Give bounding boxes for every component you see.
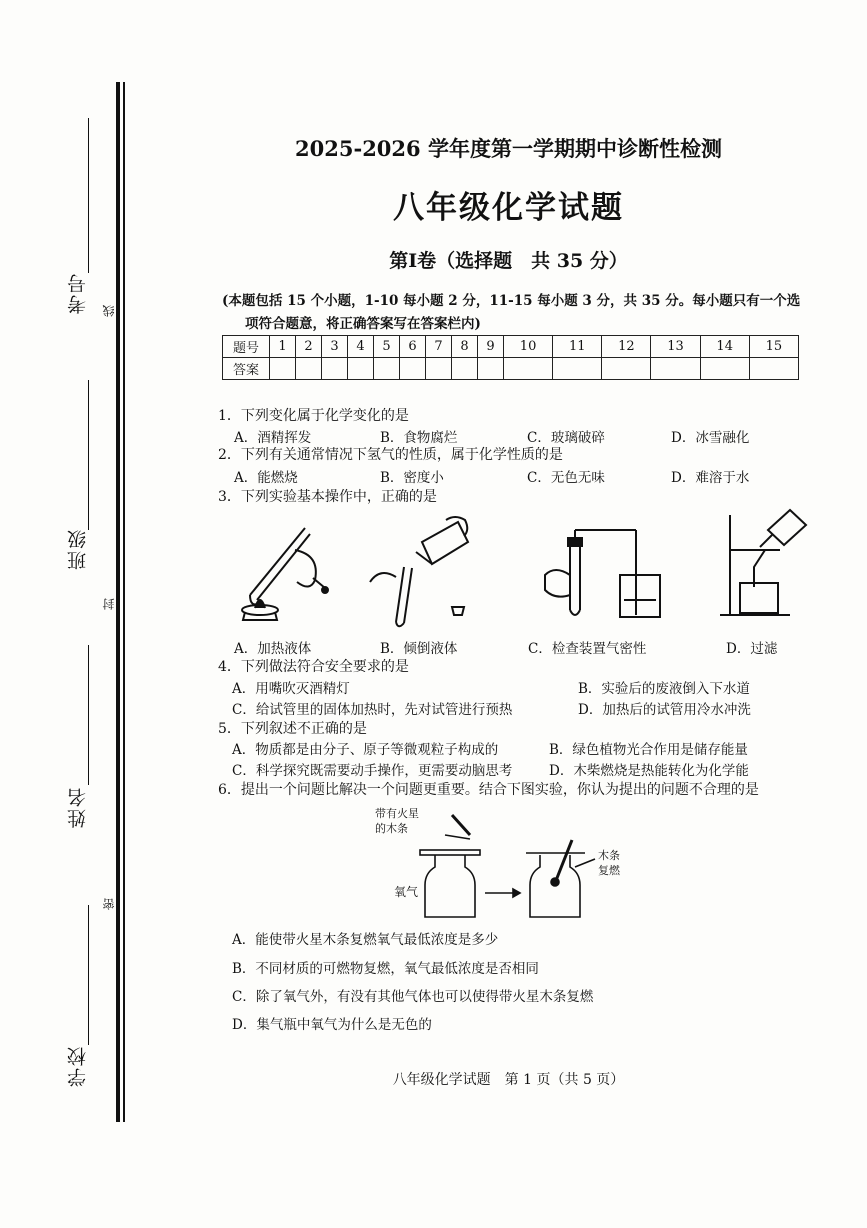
question-1-stem: 1．下列变化属于化学变化的是 [218,408,409,424]
answer-cell[interactable] [374,358,400,380]
question-number-cell: 9 [478,336,504,358]
answer-cell[interactable] [452,358,478,380]
exam-term-title: 2025-2026 学年度第一学期期中诊断性检测 [295,136,722,161]
question-number-cell: 1 [270,336,296,358]
label-xingming: 姓名 [67,786,89,828]
answer-cell[interactable] [400,358,426,380]
answer-cell[interactable] [602,358,651,380]
question-number-cell: 5 [374,336,400,358]
page-footer: 八年级化学试题 第 1 页（共 5 页） [392,1072,625,1088]
binding-line-thick [116,82,120,1122]
question-1-option-b: B．食物腐烂 [380,430,458,446]
label-xuexiao: 学校 [67,1045,89,1087]
question-number-cell: 3 [322,336,348,358]
question-3-option-a: A．加热液体 [234,641,312,657]
label-oxygen: 氧气 [394,885,419,899]
question-6-stem: 6．提出一个问题比解决一个问题更重要。结合下图实验，你认为提出的问题不合理的是 [218,782,759,798]
answer-table-number-row [223,336,799,358]
answer-cell[interactable] [478,358,504,380]
answer-cell[interactable] [322,358,348,380]
question-3-option-c: C．检查装置气密性 [528,641,647,657]
label-relight-1: 木条 [598,849,620,862]
question-number-cell: 14 [700,336,749,358]
answer-cell[interactable] [296,358,322,380]
answer-cell[interactable] [426,358,452,380]
blank-line-banji [88,380,89,530]
question-1-option-a: A．酒精挥发 [234,430,312,446]
question-5-stem: 5．下列叙述不正确的是 [218,721,367,737]
instruction-line-1: (本题包括 15 个小题，1-10 每小题 2 分，11-15 每小题 3 分，共 35 分。每小题只有一个选 [222,293,801,309]
label-glowing-stick-1: 带有火星 [375,807,419,820]
answer-cell[interactable] [348,358,374,380]
figure-airtightness-check [540,520,675,630]
answer-cell[interactable] [553,358,602,380]
blank-line-xingming [88,645,89,785]
answer-cell[interactable] [651,358,700,380]
answer-table-answer-label: 答案 [223,358,270,380]
figure-oxygen-experiment [375,805,660,925]
question-2-option-b: B．密度小 [380,470,444,486]
figure-heating-liquid [225,510,335,630]
question-number-cell: 4 [348,336,374,358]
question-number-cell: 13 [651,336,700,358]
label-banji: 班级 [67,528,89,570]
mark-feng: 封 [102,598,116,610]
question-3-stem: 3．下列实验基本操作中，正确的是 [218,489,437,505]
question-6-option-c: C．除了氧气外，有没有其他气体也可以使得带火星木条复燃 [232,989,594,1005]
question-number-cell: 6 [400,336,426,358]
mark-xian: 线 [102,305,116,317]
question-6-option-a: A．能使带火星木条复燃氧气最低浓度是多少 [232,932,499,948]
question-number-cell: 10 [504,336,553,358]
answer-cell[interactable] [749,358,798,380]
answer-table-number-label: 题号 [223,336,270,358]
question-2-option-d: D．难溶于水 [671,470,750,486]
answer-cell[interactable] [270,358,296,380]
question-number-cell: 11 [553,336,602,358]
question-2-stem: 2．下列有关通常情况下氢气的性质，属于化学性质的是 [218,447,563,463]
question-number-cell: 12 [602,336,651,358]
figure-filtration [710,505,820,625]
answer-cell[interactable] [504,358,553,380]
question-5-option-d: D．木柴燃烧是热能转化为化学能 [549,763,749,779]
label-kaohao: 考号 [67,272,89,314]
question-5-option-c: C．科学探究既需要动手操作，更需要动脑思考 [232,763,513,779]
mark-mi: 密 [102,898,116,910]
section-title: 第Ⅰ卷（选择题 共 35 分） [389,250,628,272]
question-3-option-d: D．过滤 [726,641,778,657]
question-6-option-d: D．集气瓶中氧气为什么是无色的 [232,1017,432,1033]
question-number-cell: 15 [749,336,798,358]
question-5-option-b: B．绿色植物光合作用是储存能量 [549,742,748,758]
answer-cell[interactable] [700,358,749,380]
question-6-option-b: B．不同材质的可燃物复燃，氧气最低浓度是否相同 [232,961,539,977]
question-3-option-b: B．倾倒液体 [380,641,458,657]
question-2-option-a: A．能燃烧 [234,470,298,486]
question-number-cell: 8 [452,336,478,358]
instruction-line-2: 项符合题意，将正确答案写在答案栏内) [245,316,481,332]
figure-pouring-liquid [360,512,480,632]
question-2-option-c: C．无色无味 [527,470,605,486]
label-relight-2: 复燃 [598,864,620,877]
exam-subject-title: 八年级化学试题 [393,190,624,226]
blank-line-xuexiao [88,905,89,1045]
label-glowing-stick-2: 的木条 [375,822,408,835]
question-number-cell: 2 [296,336,322,358]
answer-table [222,335,799,380]
question-4-option-b: B．实验后的废液倒入下水道 [578,681,750,697]
answer-table-answer-row [223,358,799,380]
question-5-option-a: A．物质都是由分子、原子等微观粒子构成的 [232,742,499,758]
question-1-option-d: D．冰雪融化 [671,430,750,446]
question-4-option-d: D．加热后的试管用冷水冲洗 [578,702,751,718]
question-1-option-c: C．玻璃破碎 [527,430,605,446]
question-4-option-a: A．用嘴吹灭酒精灯 [232,681,350,697]
binding-line-thin [123,82,125,1122]
question-4-option-c: C．给试管里的固体加热时，先对试管进行预热 [232,702,513,718]
question-number-cell: 7 [426,336,452,358]
question-4-stem: 4．下列做法符合安全要求的是 [218,659,409,675]
